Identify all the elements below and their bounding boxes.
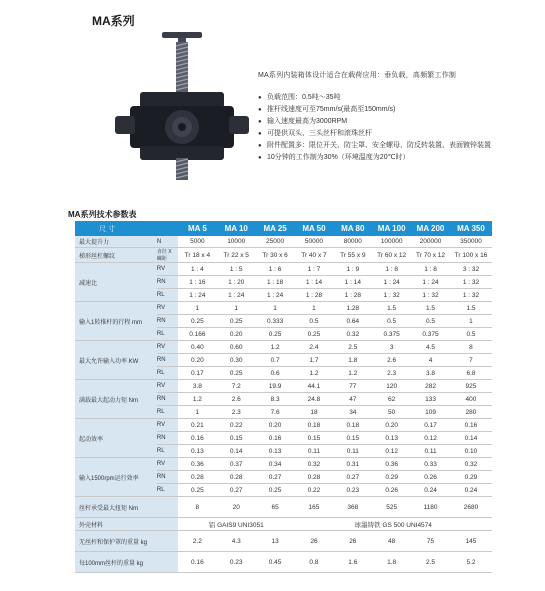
row-code: RV [157, 302, 178, 315]
cell: 0.13 [372, 432, 411, 445]
model-header: MA 200 [411, 221, 450, 236]
cell: 4.3 [217, 531, 256, 552]
table-row [75, 380, 492, 393]
cell: 13 [256, 531, 295, 552]
cell: 0.12 [372, 445, 411, 458]
cell: 5.2 [450, 552, 492, 573]
cell: 0.10 [450, 445, 492, 458]
cell: 0.37 [217, 458, 256, 471]
spec-table [75, 221, 492, 573]
cell: 2.6 [217, 393, 256, 406]
cell: 0.30 [217, 354, 256, 367]
cell: 0.25 [217, 367, 256, 380]
cell: 0.45 [256, 552, 295, 573]
cell: 34 [333, 406, 372, 419]
cell: 1 : 24 [372, 276, 411, 289]
table-row [75, 552, 492, 573]
table-row [75, 236, 492, 248]
cell: 1.8 [333, 354, 372, 367]
cell: 1.6 [333, 552, 372, 573]
row-code: RV [157, 341, 178, 354]
cell: 1 [450, 315, 492, 328]
row-code: RV [157, 419, 178, 432]
cell: 0.11 [411, 445, 450, 458]
cell: 280 [450, 406, 492, 419]
row-label: 梯形丝杠螺纹 [75, 248, 157, 263]
cell: 0.34 [256, 458, 295, 471]
cell: 1 [256, 302, 295, 315]
cell: 0.29 [372, 471, 411, 484]
cell: 8.3 [256, 393, 295, 406]
cell: 1 [178, 302, 217, 315]
row-code: RL [157, 367, 178, 380]
cell: 2.4 [295, 341, 334, 354]
row-code: RN [157, 354, 178, 367]
row-code: RL [157, 445, 178, 458]
cell: 8 [450, 341, 492, 354]
cell: 0.31 [333, 458, 372, 471]
cell: 0.24 [450, 484, 492, 497]
cell: 1 : 9 [333, 263, 372, 276]
table-title: MA系列技术参数表 [68, 210, 137, 219]
cell: 0.15 [295, 432, 334, 445]
cell: 0.36 [178, 458, 217, 471]
cell: 1.8 [372, 552, 411, 573]
cell: 525 [372, 497, 411, 518]
cell: 2.5 [333, 341, 372, 354]
cell: 0.24 [411, 484, 450, 497]
table-row [75, 497, 492, 518]
cell: 1 : 24 [217, 289, 256, 302]
cell: 0.375 [372, 328, 411, 341]
cell: 75 [411, 531, 450, 552]
cell: 0.17 [178, 367, 217, 380]
cell: 1 [178, 406, 217, 419]
cell: 7.6 [256, 406, 295, 419]
cell: 62 [372, 393, 411, 406]
model-header: MA 10 [217, 221, 256, 236]
cell: 165 [295, 497, 334, 518]
feature-item: ● 推杆线速度可至75mm/s(最高至150mm/s) [258, 104, 543, 116]
cell: 1.5 [372, 302, 411, 315]
model-header: MA 25 [256, 221, 295, 236]
cell: 282 [411, 380, 450, 393]
cell: 2680 [450, 497, 492, 518]
cell: 7.2 [217, 380, 256, 393]
cell: 0.25 [295, 328, 334, 341]
row-code: RN [157, 432, 178, 445]
cell: 0.15 [217, 432, 256, 445]
cell: 0.23 [217, 552, 256, 573]
cell: 0.25 [178, 484, 217, 497]
cell: 65 [256, 497, 295, 518]
cell: 5000 [178, 236, 217, 248]
cell: 3 : 32 [450, 263, 492, 276]
cell: 0.11 [333, 445, 372, 458]
cell: 1 [295, 302, 334, 315]
cell: 3 [372, 341, 411, 354]
cell: 1.2 [256, 341, 295, 354]
cell: 0.40 [178, 341, 217, 354]
cell: 0.13 [178, 445, 217, 458]
cell: 0.14 [217, 445, 256, 458]
cell: 0.13 [256, 445, 295, 458]
cell: 0.16 [178, 432, 217, 445]
feature-list [258, 92, 543, 164]
cell: 0.22 [217, 419, 256, 432]
cell: 0.375 [411, 328, 450, 341]
cell: 0.26 [372, 484, 411, 497]
table-row [75, 302, 492, 315]
cell: Tr 55 x 9 [333, 248, 372, 263]
cell: 1 : 6 [256, 263, 295, 276]
group-label: 满载最大起动力矩 Nm [75, 380, 157, 419]
cell: 0.33 [411, 458, 450, 471]
table-row [75, 263, 492, 276]
row-code: RL [157, 406, 178, 419]
table-row [75, 458, 492, 471]
cell: Tr 18 x 4 [178, 248, 217, 263]
cell: 0.25 [256, 328, 295, 341]
cell: 3.8 [178, 380, 217, 393]
row-code: RL [157, 328, 178, 341]
cell: 26 [333, 531, 372, 552]
cell: 1.5 [450, 302, 492, 315]
cell: 0.26 [411, 471, 450, 484]
row-code: RV [157, 263, 178, 276]
cell: 4 [411, 354, 450, 367]
row-unit: 直径 X 螺距 [157, 248, 178, 263]
feature-item: ● 10分钟的工作制为30%（环境温度为20℃时） [258, 152, 543, 164]
cell: 80000 [333, 236, 372, 248]
cell: 400 [450, 393, 492, 406]
material-cast-iron: 球墨铸铁 GS 500 UNI4574 [295, 518, 492, 531]
cell: 200000 [411, 236, 450, 248]
cell: 1 : 8 [372, 263, 411, 276]
cell: 0.36 [372, 458, 411, 471]
cell: 0.20 [256, 419, 295, 432]
table-row [75, 248, 492, 263]
cell: 0.333 [256, 315, 295, 328]
cell: 350000 [450, 236, 492, 248]
cell: 1 : 24 [178, 289, 217, 302]
screw-jack-product-image [110, 30, 255, 185]
row-label: 外壳材料 [75, 518, 178, 531]
feature-item: ● 输入速度最高为3000RPM [258, 116, 543, 128]
cell: 48 [372, 531, 411, 552]
screw-thread [176, 42, 188, 94]
cell: 6.8 [450, 367, 492, 380]
row-code: RV [157, 380, 178, 393]
cell: 1 : 14 [295, 276, 334, 289]
cell: 0.25 [178, 315, 217, 328]
cell: 0.11 [295, 445, 334, 458]
cell: 0.27 [256, 471, 295, 484]
intro-text: MA系列内装箱体设计适合在载荷应用：垂负载，高频繁工作制 [258, 72, 457, 79]
cell: 0.20 [217, 328, 256, 341]
cell: 1 : 32 [372, 289, 411, 302]
cell: Tr 40 x 7 [295, 248, 334, 263]
cell: 0.32 [333, 328, 372, 341]
size-header: 尺 寸 [75, 221, 178, 236]
cell: 0.27 [333, 471, 372, 484]
cell: 0.5 [450, 328, 492, 341]
cell: 368 [333, 497, 372, 518]
cell: 0.64 [333, 315, 372, 328]
group-label: 输入1500rpm运行效率 [75, 458, 157, 497]
cell: 0.166 [178, 328, 217, 341]
cell: 0.6 [256, 367, 295, 380]
cell: 0.20 [178, 354, 217, 367]
cell: 0.20 [372, 419, 411, 432]
cell: 50 [372, 406, 411, 419]
cell: 0.27 [217, 484, 256, 497]
cell: 7 [450, 354, 492, 367]
material-aluminum: 铝 GAIS9 UNI3051 [178, 518, 295, 531]
table-row [75, 531, 492, 552]
cell: 26 [295, 531, 334, 552]
cell: 1180 [411, 497, 450, 518]
cell: 0.17 [411, 419, 450, 432]
cell: 1 : 20 [217, 276, 256, 289]
cell: 100000 [372, 236, 411, 248]
cell: 10000 [217, 236, 256, 248]
cell: 925 [450, 380, 492, 393]
cell: 20 [217, 497, 256, 518]
model-header: MA 350 [450, 221, 492, 236]
cell: 0.28 [178, 471, 217, 484]
cell: 1.2 [295, 367, 334, 380]
cell: 0.16 [450, 419, 492, 432]
cell: 1 : 14 [333, 276, 372, 289]
group-label: 输入1转推杆的行程 mm [75, 302, 157, 341]
cell: 1 : 32 [411, 289, 450, 302]
feature-item: ● 负载范围：0.5吨～35吨 [258, 92, 543, 104]
row-label: 丝杆承受最大扭矩 Nm [75, 497, 178, 518]
table-row [75, 341, 492, 354]
table-row [75, 518, 492, 531]
table-row [75, 419, 492, 432]
cell: 1 : 18 [256, 276, 295, 289]
group-label: 起动效率 [75, 419, 157, 458]
row-label: 无丝杆和保护罩的重量 kg [75, 531, 178, 552]
row-label: 最大提升力 [75, 236, 157, 248]
row-code: RL [157, 484, 178, 497]
cell: 1.2 [178, 393, 217, 406]
cell: 0.25 [256, 484, 295, 497]
cell: 18 [295, 406, 334, 419]
cell: 0.5 [295, 315, 334, 328]
row-label: 每100mm丝杆的重量 kg [75, 552, 178, 573]
cell: 1 : 24 [256, 289, 295, 302]
cell: 109 [411, 406, 450, 419]
cell: 0.29 [450, 471, 492, 484]
cell: 50000 [295, 236, 334, 248]
cell: 145 [450, 531, 492, 552]
cell: 25000 [256, 236, 295, 248]
cell: Tr 100 x 16 [450, 248, 492, 263]
row-code: RN [157, 276, 178, 289]
cell: 2.3 [217, 406, 256, 419]
cell: 1.2 [333, 367, 372, 380]
cell: 1 : 7 [295, 263, 334, 276]
row-code: RN [157, 315, 178, 328]
cell: 0.15 [333, 432, 372, 445]
cell: 4.5 [411, 341, 450, 354]
cell: 0.60 [217, 341, 256, 354]
cell: 19.9 [256, 380, 295, 393]
cell: Tr 70 x 12 [411, 248, 450, 263]
cell: 2.3 [372, 367, 411, 380]
cell: 1 : 28 [333, 289, 372, 302]
row-code: RV [157, 458, 178, 471]
gearbox-body [115, 92, 249, 160]
header-row [75, 221, 492, 236]
cell: 1 : 28 [295, 289, 334, 302]
cell: 0.5 [372, 315, 411, 328]
group-label: 减速比 [75, 263, 157, 302]
model-header: MA 80 [333, 221, 372, 236]
group-label: 最大允许输入功率 KW [75, 341, 157, 380]
cell: 0.25 [217, 315, 256, 328]
model-header: MA 100 [372, 221, 411, 236]
cell: Tr 60 x 12 [372, 248, 411, 263]
model-header: MA 50 [295, 221, 334, 236]
cell: 120 [372, 380, 411, 393]
cell: 0.14 [450, 432, 492, 445]
cell: 1 : 24 [411, 276, 450, 289]
cell: 133 [411, 393, 450, 406]
cell: 0.16 [178, 552, 217, 573]
cell: 2.6 [372, 354, 411, 367]
cell: 1.5 [411, 302, 450, 315]
cell: 0.5 [411, 315, 450, 328]
cell: 0.18 [295, 419, 334, 432]
cell: 0.21 [178, 419, 217, 432]
cell: 1 : 4 [178, 263, 217, 276]
cell: 0.22 [295, 484, 334, 497]
cell: 1 : 5 [217, 263, 256, 276]
cell: 1 : 16 [178, 276, 217, 289]
row-code: RL [157, 289, 178, 302]
cell: Tr 30 x 6 [256, 248, 295, 263]
cell: 77 [333, 380, 372, 393]
feature-item: ● 附件配置多：限位开关、防尘罩、安全螺母、防反转装置、表面镀锌装置 [258, 140, 543, 152]
row-code: RN [157, 393, 178, 406]
cell: 24.8 [295, 393, 334, 406]
cell: 3.8 [411, 367, 450, 380]
cell: 2.2 [178, 531, 217, 552]
cell: 44.1 [295, 380, 334, 393]
cell: 1.7 [295, 354, 334, 367]
cell: 1 : 32 [450, 289, 492, 302]
cell: 0.16 [256, 432, 295, 445]
row-code: RN [157, 471, 178, 484]
cell: 1 : 32 [450, 276, 492, 289]
cell: Tr 22 x 5 [217, 248, 256, 263]
feature-item: ● 可提供双头、三头丝杆和滚珠丝杆 [258, 128, 543, 140]
cell: 0.18 [333, 419, 372, 432]
row-unit: N [157, 236, 178, 248]
cell: 0.28 [217, 471, 256, 484]
cell: 1 : 8 [411, 263, 450, 276]
cell: 0.7 [256, 354, 295, 367]
cell: 1.28 [333, 302, 372, 315]
cell: 1 [217, 302, 256, 315]
cell: 0.32 [450, 458, 492, 471]
cell: 8 [178, 497, 217, 518]
cell: 0.12 [411, 432, 450, 445]
cell: 0.28 [295, 471, 334, 484]
model-header: MA 5 [178, 221, 217, 236]
page-title: MA系列 [92, 14, 135, 28]
cell: 0.23 [333, 484, 372, 497]
cell: 0.32 [295, 458, 334, 471]
cell: 0.8 [295, 552, 334, 573]
cell: 2.5 [411, 552, 450, 573]
cell: 47 [333, 393, 372, 406]
